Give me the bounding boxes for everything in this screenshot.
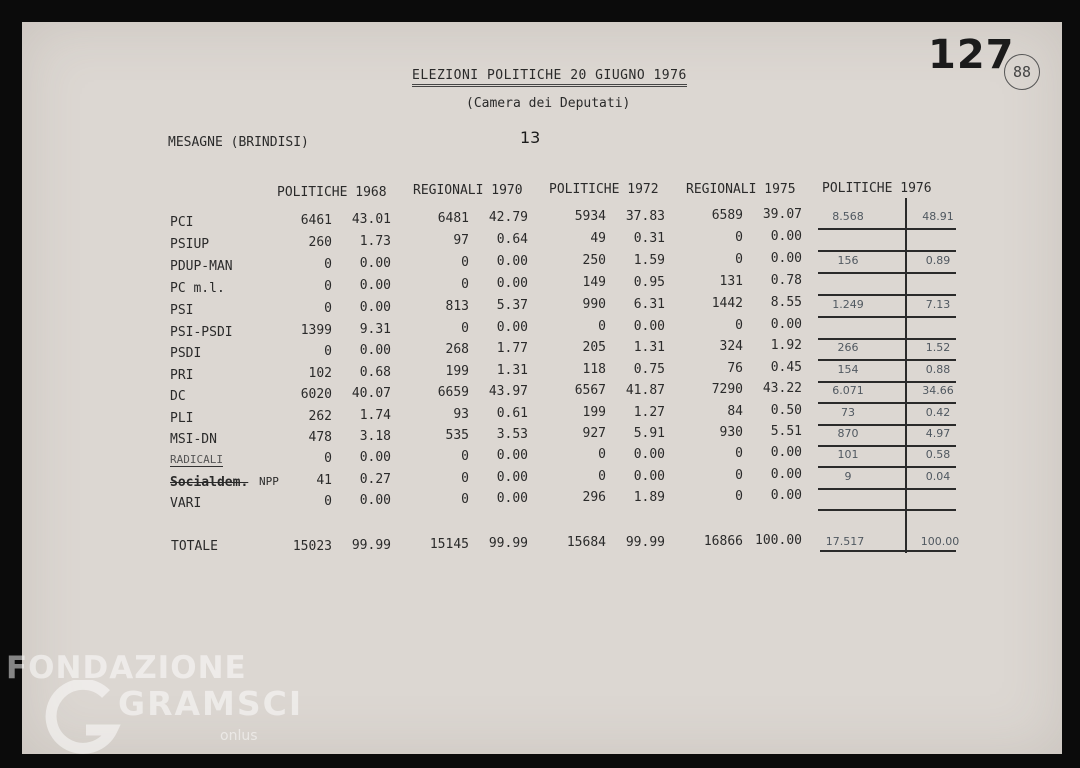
table-cell: 927 [582, 426, 606, 441]
table-cell: 0 [461, 255, 469, 270]
party-label: PSDI [170, 346, 202, 361]
table-cell: 0.00 [496, 254, 528, 269]
row-rule-line [818, 424, 956, 426]
handwritten-votes: 266 [837, 341, 859, 354]
total-cell: 99.99 [351, 538, 391, 553]
handwritten-percent: 0.88 [925, 363, 951, 376]
handwritten-percent: 0.42 [925, 406, 951, 419]
handwritten-votes: 154 [837, 363, 859, 376]
table-cell: 0 [735, 468, 743, 483]
table-cell: 1.31 [633, 340, 665, 355]
party-label: PDUP-MAN [170, 259, 233, 274]
table-cell: 1.73 [359, 234, 391, 249]
column-divider-line [905, 198, 907, 553]
table-cell: 1.89 [633, 490, 665, 505]
table-cell: 8.55 [770, 295, 802, 310]
row-rule-line [818, 381, 956, 383]
table-cell: 0.00 [359, 300, 391, 315]
table-cell: 535 [445, 428, 469, 443]
handwritten-percent: 4.97 [925, 427, 951, 440]
total-handwritten-votes: 17.517 [825, 535, 865, 548]
table-cell: 9.31 [359, 322, 391, 337]
handwritten-votes: 870 [837, 427, 859, 440]
table-cell: 43.01 [351, 212, 391, 227]
row-rule-line [818, 402, 956, 404]
table-cell: 84 [727, 404, 743, 419]
table-cell: 0 [735, 230, 743, 245]
table-cell: 102 [308, 366, 332, 381]
table-cell: 0.00 [770, 317, 802, 332]
document-title: ELEZIONI POLITICHE 20 GIUGNO 1976 [412, 68, 687, 87]
total-handwritten-percent: 100.00 [920, 535, 960, 548]
table-cell: 7290 [711, 382, 743, 397]
table-cell: 0.45 [770, 360, 802, 375]
sheet-number: 13 [520, 128, 541, 147]
handwritten-percent: 1.52 [925, 341, 951, 354]
table-cell: 0 [324, 451, 332, 466]
document-subtitle: (Camera dei Deputati) [466, 96, 631, 111]
row-rule-line [818, 488, 956, 490]
row-rule-line [818, 272, 956, 274]
handwritten-percent: 0.04 [925, 470, 951, 483]
table-cell: 0.00 [770, 445, 802, 460]
table-cell: 0.00 [770, 229, 802, 244]
table-cell: 3.18 [359, 429, 391, 444]
row-rule-line [818, 250, 956, 252]
table-cell: 0 [324, 301, 332, 316]
total-cell: 15023 [292, 539, 332, 554]
table-cell: 260 [308, 235, 332, 250]
table-cell: 40.07 [351, 386, 391, 401]
party-label: PSIUP [170, 237, 210, 252]
table-cell: 0.64 [496, 232, 528, 247]
table-cell: 1.77 [496, 341, 528, 356]
column-header-1975: REGIONALI 1975 [686, 182, 796, 197]
table-cell: 3.53 [496, 427, 528, 442]
watermark-logo-icon [42, 680, 122, 760]
row-rule-line [818, 316, 956, 318]
table-cell: 0 [324, 279, 332, 294]
table-cell: 1399 [300, 323, 332, 338]
handwritten-votes: 8.568 [832, 210, 864, 223]
row-rule-line [818, 466, 956, 468]
handwritten-percent: 0.89 [925, 254, 951, 267]
table-cell: 93 [453, 407, 469, 422]
handwritten-votes: 156 [837, 254, 859, 267]
total-cell: 99.99 [488, 536, 528, 551]
handwritten-percent: 7.13 [925, 298, 951, 311]
table-cell: 0 [735, 252, 743, 267]
table-cell: 0 [461, 471, 469, 486]
table-cell: 0 [461, 492, 469, 507]
table-cell: 6020 [300, 387, 332, 402]
table-cell: 0 [735, 318, 743, 333]
handwritten-percent: 0.58 [925, 448, 951, 461]
table-cell: 0.00 [496, 320, 528, 335]
table-cell: 149 [582, 275, 606, 290]
column-header-1976: POLITICHE 1976 [822, 181, 932, 196]
table-cell: 0.00 [359, 343, 391, 358]
table-cell: 324 [719, 339, 743, 354]
row-rule-line [818, 294, 956, 296]
table-cell: 118 [582, 362, 606, 377]
table-cell: 0.78 [770, 273, 802, 288]
table-cell: 0.75 [633, 362, 665, 377]
table-cell: 6481 [437, 211, 469, 226]
table-cell: 0 [598, 319, 606, 334]
table-cell: 296 [582, 490, 606, 505]
table-cell: 0.61 [496, 406, 528, 421]
party-note: NPP [259, 475, 279, 488]
table-cell: 0.27 [359, 472, 391, 487]
table-cell: 0 [735, 489, 743, 504]
table-cell: 76 [727, 361, 743, 376]
party-label: VARI [170, 496, 202, 511]
table-cell: 0.00 [496, 491, 528, 506]
table-cell: 0.00 [496, 276, 528, 291]
watermark-line3: onlus [220, 728, 258, 744]
column-header-1972: POLITICHE 1972 [549, 182, 659, 197]
table-cell: 0 [324, 344, 332, 359]
table-cell: 0.50 [770, 403, 802, 418]
table-cell: 0.00 [770, 251, 802, 266]
table-cell: 37.83 [625, 209, 665, 224]
table-cell: 97 [453, 233, 469, 248]
table-cell: 43.97 [488, 384, 528, 399]
folio-circled-number: 88 [1004, 54, 1040, 90]
table-cell: 990 [582, 297, 606, 312]
watermark-line1: FONDAZIONE [6, 650, 247, 686]
handwritten-votes: 101 [837, 448, 859, 461]
total-label: TOTALE [171, 539, 218, 554]
table-cell: 0.68 [359, 365, 391, 380]
table-cell: 0 [735, 446, 743, 461]
handwritten-votes: 6.071 [832, 384, 864, 397]
table-cell: 199 [582, 405, 606, 420]
party-label: PLI [170, 411, 194, 426]
table-cell: 1.92 [770, 338, 802, 353]
table-cell: 0.00 [496, 448, 528, 463]
watermark-line2: GRAMSCI [118, 684, 304, 723]
party-label: PC m.l. [170, 281, 225, 296]
table-cell: 0.95 [633, 275, 665, 290]
row-rule-line [818, 509, 956, 511]
party-label: DC [170, 389, 186, 404]
table-cell: 1.59 [633, 253, 665, 268]
table-cell: 0 [324, 257, 332, 272]
total-cell: 99.99 [625, 535, 665, 550]
table-cell: 0.00 [496, 470, 528, 485]
table-cell: 6589 [711, 208, 743, 223]
table-cell: 0.00 [359, 450, 391, 465]
total-rule-line [820, 550, 956, 552]
table-cell: 49 [590, 231, 606, 246]
table-cell: 41.87 [625, 383, 665, 398]
party-label: RADICALI [170, 453, 223, 466]
column-header-1968: POLITICHE 1968 [277, 185, 387, 200]
table-cell: 478 [308, 430, 332, 445]
table-cell: 0.00 [633, 319, 665, 334]
table-cell: 0.00 [359, 493, 391, 508]
table-cell: 268 [445, 342, 469, 357]
row-rule-line [818, 445, 956, 447]
table-cell: 262 [308, 409, 332, 424]
table-cell: 0.00 [770, 488, 802, 503]
table-cell: 930 [719, 425, 743, 440]
handwritten-votes: 73 [841, 406, 855, 419]
table-cell: 6461 [300, 213, 332, 228]
handwritten-votes: 1.249 [832, 298, 864, 311]
row-rule-line [818, 228, 956, 230]
table-cell: 5.91 [633, 426, 665, 441]
table-cell: 5.51 [770, 424, 802, 439]
total-cell: 100.00 [755, 533, 802, 548]
table-cell: 0 [461, 277, 469, 292]
row-rule-line [818, 359, 956, 361]
party-label: Socialdem. [170, 475, 249, 490]
folio-number: 127 [928, 32, 1015, 78]
table-cell: 250 [582, 253, 606, 268]
handwritten-percent: 48.91 [922, 210, 954, 223]
table-cell: 0.00 [633, 469, 665, 484]
table-cell: 5.37 [496, 298, 528, 313]
row-rule-line [818, 338, 956, 340]
table-cell: 0.00 [359, 256, 391, 271]
party-label: PSI [170, 303, 194, 318]
party-label: PSI-PSDI [170, 325, 233, 340]
table-cell: 0 [461, 449, 469, 464]
party-label: PCI [170, 215, 194, 230]
table-cell: 0.00 [359, 278, 391, 293]
table-cell: 0 [598, 447, 606, 462]
party-label: MSI-DN [170, 432, 217, 447]
table-cell: 0 [324, 494, 332, 509]
table-cell: 1.74 [359, 408, 391, 423]
table-cell: 0 [598, 469, 606, 484]
table-cell: 42.79 [488, 210, 528, 225]
total-cell: 16866 [703, 534, 743, 549]
table-cell: 199 [445, 364, 469, 379]
table-cell: 813 [445, 299, 469, 314]
table-cell: 0.00 [633, 447, 665, 462]
table-cell: 43.22 [762, 381, 802, 396]
table-cell: 5934 [574, 209, 606, 224]
column-header-1970: REGIONALI 1970 [413, 183, 523, 198]
total-cell: 15684 [566, 535, 606, 550]
table-cell: 1.27 [633, 405, 665, 420]
table-cell: 41 [316, 473, 332, 488]
party-label: PRI [170, 368, 194, 383]
handwritten-votes: 9 [844, 470, 852, 483]
handwritten-percent: 34.66 [922, 384, 954, 397]
table-cell: 1442 [711, 296, 743, 311]
table-cell: 6.31 [633, 297, 665, 312]
table-cell: 39.07 [762, 207, 802, 222]
place-name: MESAGNE (BRINDISI) [168, 135, 309, 150]
table-cell: 0.00 [770, 467, 802, 482]
table-cell: 0 [461, 321, 469, 336]
table-cell: 131 [719, 274, 743, 289]
table-cell: 6659 [437, 385, 469, 400]
table-cell: 205 [582, 340, 606, 355]
total-cell: 15145 [429, 537, 469, 552]
table-cell: 6567 [574, 383, 606, 398]
table-cell: 1.31 [496, 363, 528, 378]
table-cell: 0.31 [633, 231, 665, 246]
